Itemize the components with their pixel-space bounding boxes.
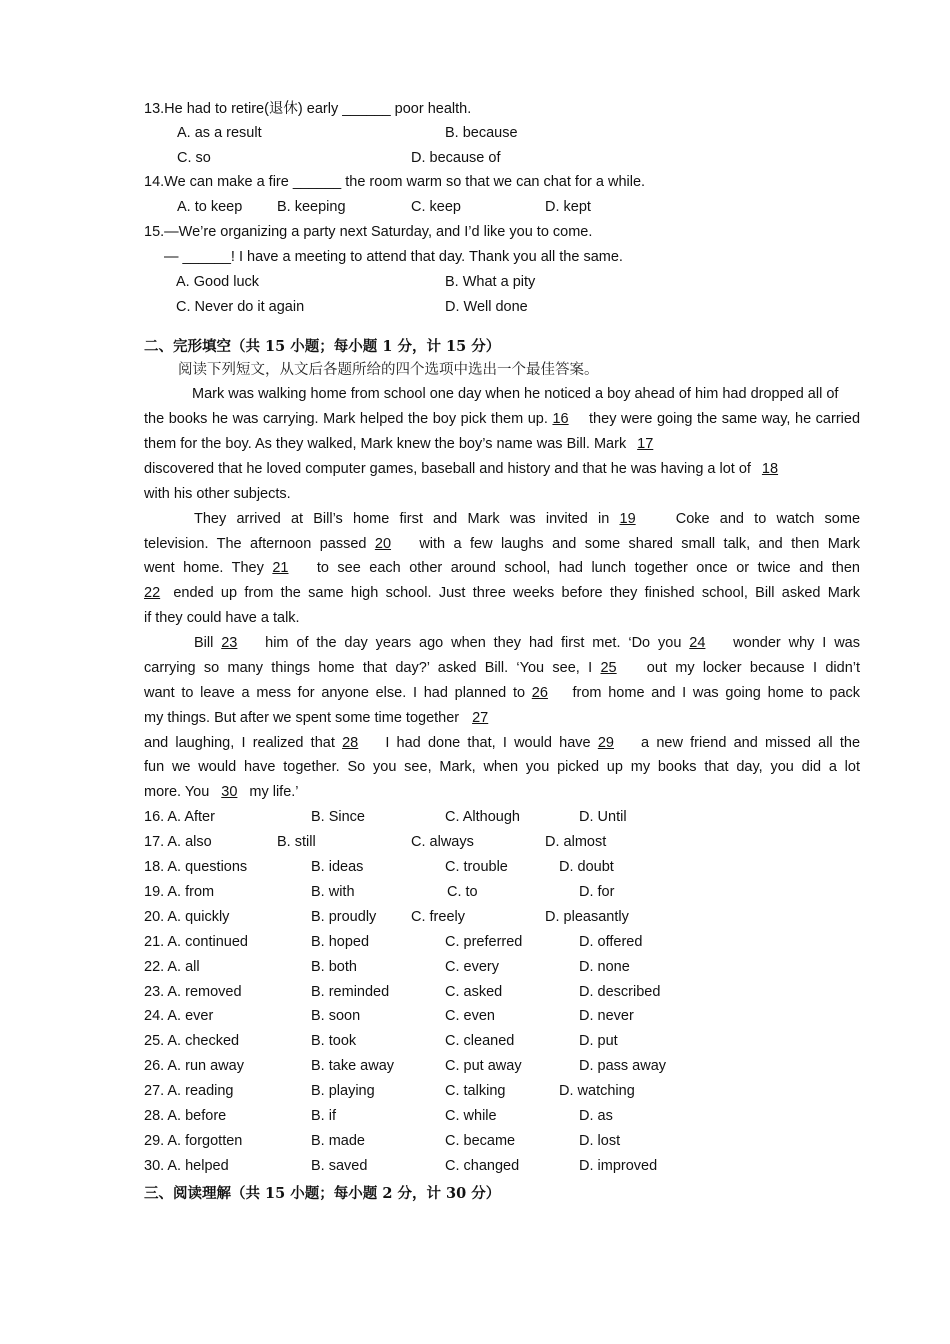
option-b: B. ideas: [311, 859, 364, 875]
option-d: D. never: [579, 1008, 634, 1024]
section-instruction: 阅读下列短文，从文后各题所给的四个选项中选出一个最佳答案。: [178, 362, 599, 378]
option-a: 26. A. run away: [144, 1058, 244, 1074]
cloze-options-row: [144, 1129, 860, 1154]
option-c: C. cleaned: [445, 1033, 515, 1049]
option-b: B. because: [445, 125, 518, 141]
option-a: 21. A. continued: [144, 934, 248, 950]
blank-23: 23: [221, 635, 238, 651]
option-d: D. none: [579, 959, 630, 975]
option-b: B. if: [311, 1108, 336, 1124]
option-d: D. almost: [545, 834, 607, 850]
option-d: D. described: [579, 984, 661, 1000]
passage-line: more. You 30 my life.’: [144, 780, 860, 805]
option-b: B. What a pity: [445, 274, 536, 290]
option-a: 19. A. from: [144, 884, 215, 900]
blank-27: 27: [472, 710, 489, 726]
option-a: A. to keep: [177, 199, 243, 215]
question-15-stem: 15.—We’re organizing a party next Saturday, and I’d like you to come.: [144, 224, 593, 240]
option-a: A. Good luck: [176, 274, 260, 290]
cloze-options-row: [144, 830, 860, 855]
blank-29: 29: [597, 735, 614, 751]
cloze-options-row: [144, 805, 860, 830]
cloze-options-row: [144, 1054, 860, 1079]
option-c: C. trouble: [445, 859, 508, 875]
option-b: B. take away: [311, 1058, 395, 1074]
cloze-options-row: [144, 1004, 860, 1029]
option-a: 23. A. removed: [144, 984, 242, 1000]
section-heading-reading: 三、阅读理解（共 15 小题；每小题 2 分，计 30 分）: [144, 1185, 501, 1202]
passage-line: 22 ended up from the same high school. Just three weeks before they finished school, Bill asked Mark: [144, 581, 860, 606]
option-c: C. talking: [445, 1083, 506, 1099]
option-c: C. so: [177, 150, 211, 166]
passage-line: the books he was carrying. Mark helped the boy pick them up. 16 they were going the same way, he carried: [144, 407, 860, 432]
cloze-options-row: [144, 880, 860, 905]
cloze-options-row: [144, 1154, 860, 1179]
option-d: D. lost: [579, 1133, 621, 1149]
blank-24: 24: [689, 635, 706, 651]
passage-line: went home. They 21 to see each other around school, had lunch together once or twice and then: [144, 556, 860, 581]
option-a: 22. A. all: [144, 959, 200, 975]
question-13-options-row2: [144, 146, 860, 171]
passage-line: discovered that he loved computer games, baseball and history and that he was having a lot of 18: [144, 457, 860, 482]
question-15-options-row1: [144, 270, 860, 295]
option-c: C. even: [445, 1008, 495, 1024]
option-d: D. because of: [411, 150, 501, 166]
blank-25: 25: [600, 660, 617, 676]
cloze-options-row: [144, 1079, 860, 1104]
option-b: B. still: [277, 834, 316, 850]
blank-16: 16: [552, 411, 569, 427]
passage-line: Mark was walking home from school one day when he noticed a boy ahead of him had dropped all of: [192, 386, 839, 402]
passage-line: They arrived at Bill’s home first and Mark was invited in 19 Coke and to watch some: [194, 507, 860, 532]
option-b: B. Since: [311, 809, 365, 825]
option-b: B. keeping: [277, 199, 346, 215]
blank-18: 18: [761, 461, 779, 477]
option-b: B. saved: [311, 1158, 368, 1174]
cloze-options-row: [144, 855, 860, 880]
option-c: C. keep: [411, 199, 461, 215]
blank-26: 26: [531, 685, 548, 701]
option-a: 17. A. also: [144, 834, 212, 850]
option-b: B. both: [311, 959, 357, 975]
question-15-reply: — ______! I have a meeting to attend that day. Thank you all the same.: [164, 249, 623, 265]
option-c: C. preferred: [445, 934, 523, 950]
option-b: B. proudly: [311, 909, 377, 925]
passage-line: want to leave a mess for anyone else. I had planned to 26 from home and I was going home to pack: [144, 681, 860, 706]
passage-line: and laughing, I realized that 28 I had done that, I would have 29 a new friend and missed all the: [144, 731, 860, 756]
option-c: C. put away: [445, 1058, 522, 1074]
option-b: B. hoped: [311, 934, 370, 950]
passage-line: with his other subjects.: [144, 486, 291, 502]
question-13-options-row1: [144, 121, 860, 146]
option-c: C. Never do it again: [176, 299, 305, 315]
option-c: C. every: [445, 959, 499, 975]
cloze-options-row: [144, 955, 860, 980]
option-b: B. playing: [311, 1083, 375, 1099]
option-c: C. asked: [445, 984, 503, 1000]
option-c: C. always: [411, 834, 474, 850]
option-d: D. for: [579, 884, 615, 900]
option-d: D. offered: [579, 934, 643, 950]
option-d: D. Until: [579, 809, 627, 825]
option-a: 16. A. After: [144, 809, 215, 825]
blank-30: 30: [221, 784, 238, 800]
passage-line: Bill 23 him of the day years ago when they had first met. ‘Do you 24 wonder why I was: [194, 631, 860, 656]
cloze-options-row: [144, 980, 860, 1005]
option-b: B. reminded: [311, 984, 390, 1000]
option-a: 30. A. helped: [144, 1158, 229, 1174]
question-14-stem: 14.We can make a fire ______ the room warm so that we can chat for a while.: [144, 174, 646, 190]
passage-line: my things. But after we spent some time together 27: [144, 706, 860, 731]
cloze-options-row: [144, 905, 860, 930]
option-a: 25. A. checked: [144, 1033, 240, 1049]
option-b: B. soon: [311, 1008, 361, 1024]
cloze-options-row: [144, 1104, 860, 1129]
blank-19: 19: [619, 511, 636, 527]
passage-line: fun we would have together. So you see, Mark, when you picked up my books that day, you did a lot: [144, 759, 860, 775]
option-a: 20. A. quickly: [144, 909, 230, 925]
option-b: B. took: [311, 1033, 357, 1049]
option-d: D. Well done: [445, 299, 528, 315]
option-d: D. improved: [579, 1158, 658, 1174]
cloze-options-row: [144, 930, 860, 955]
blank-22: 22: [144, 585, 161, 601]
blank-17: 17: [637, 436, 654, 452]
option-a: 28. A. before: [144, 1108, 227, 1124]
option-c: C. became: [445, 1133, 516, 1149]
option-a: 29. A. forgotten: [144, 1133, 243, 1149]
option-c: C. freely: [411, 909, 465, 925]
option-d: D. put: [579, 1033, 618, 1049]
question-13-stem: 13.He had to retire(退休) early ______ poor health.: [144, 101, 472, 117]
passage-line: carrying so many things home that day?’ asked Bill. ‘You see, I 25 out my locker because I didn’t: [144, 656, 860, 681]
option-d: D. kept: [545, 199, 591, 215]
option-d: D. as: [579, 1108, 613, 1124]
option-a: 27. A. reading: [144, 1083, 234, 1099]
question-15-options-row2: [144, 295, 860, 320]
question-14-options: [144, 195, 860, 220]
passage-line: television. The afternoon passed 20 with a few laughs and some shared small talk, and then Mark: [144, 532, 860, 557]
option-d: D. pass away: [579, 1058, 667, 1074]
option-c: C. to: [447, 884, 478, 900]
option-d: D. pleasantly: [545, 909, 629, 925]
option-a: 18. A. questions: [144, 859, 248, 875]
blank-28: 28: [342, 735, 359, 751]
passage-line: them for the boy. As they walked, Mark knew the boy’s name was Bill. Mark 17: [144, 432, 860, 457]
option-b: B. made: [311, 1133, 365, 1149]
section-heading-cloze: 二、完形填空（共 15 小题；每小题 1 分，计 15 分）: [144, 338, 501, 355]
option-c: C. Although: [445, 809, 520, 825]
option-c: C. changed: [445, 1158, 520, 1174]
passage-line: if they could have a talk.: [144, 610, 300, 626]
blank-21: 21: [272, 560, 289, 576]
option-d: D. watching: [559, 1083, 635, 1099]
blank-20: 20: [374, 536, 392, 552]
option-a: 24. A. ever: [144, 1008, 214, 1024]
option-c: C. while: [445, 1108, 497, 1124]
option-a: A. as a result: [177, 125, 262, 141]
option-b: B. with: [311, 884, 355, 900]
cloze-options-row: [144, 1029, 860, 1054]
option-d: D. doubt: [559, 859, 614, 875]
